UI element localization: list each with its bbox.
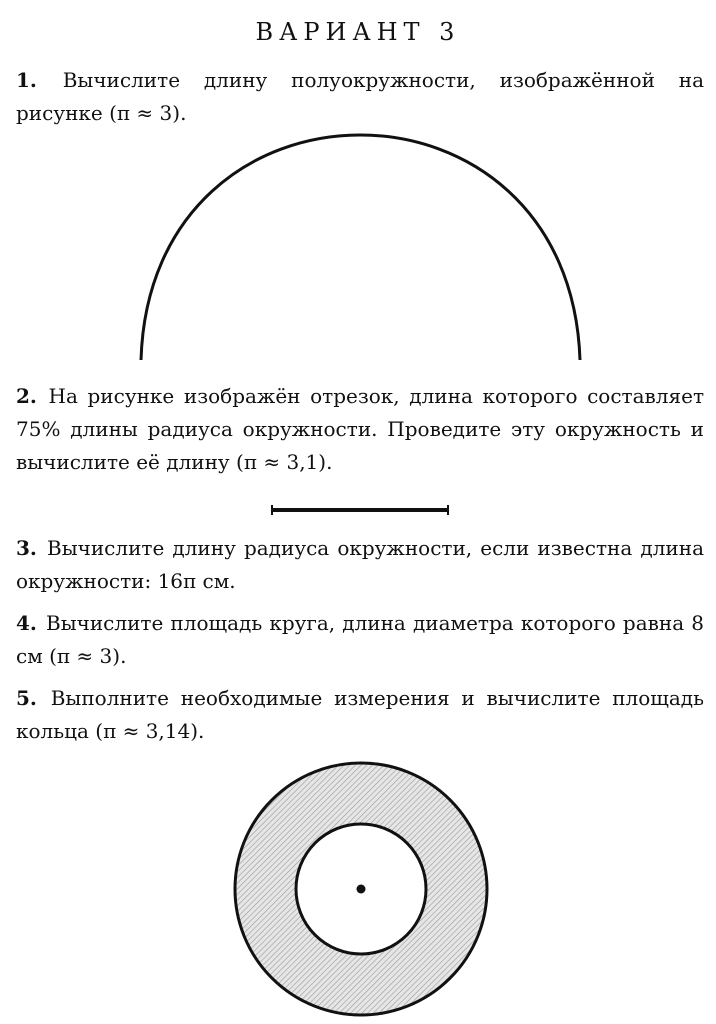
task-number: 1. — [16, 68, 37, 92]
task-number: 2. — [16, 384, 37, 408]
task-text: Выполните необходимые измерения и вычислите площадь кольца (π ≈ 3,14). — [16, 686, 705, 743]
task-text: Вычислите длину радиуса окружности, если известна длина окружности: 16π см. — [16, 536, 704, 593]
semicircle-arc — [141, 135, 580, 360]
page-title: ВАРИАНТ 3 — [255, 18, 461, 46]
task-3 — [16, 532, 704, 598]
task-2 — [16, 380, 704, 479]
task-4 — [16, 607, 704, 673]
ring-center-point — [357, 885, 366, 894]
task-text: Вычислите площадь круга, длина диаметра которого равна 8 см (π ≈ 3). — [16, 611, 704, 668]
task-5 — [16, 682, 704, 748]
task-text: Вычислите длину полуокружности, изображённой на рисунке (π ≈ 3). — [16, 68, 704, 125]
task-number: 3. — [16, 536, 37, 560]
task-number: 4. — [16, 611, 37, 635]
task-number: 5. — [16, 686, 37, 710]
task-text: На рисунке изображён отрезок, длина которого составляет 75% длины радиуса окружности. Проведите эту окружность и вычислите её длину (π ≈ 3,1). — [16, 384, 705, 474]
